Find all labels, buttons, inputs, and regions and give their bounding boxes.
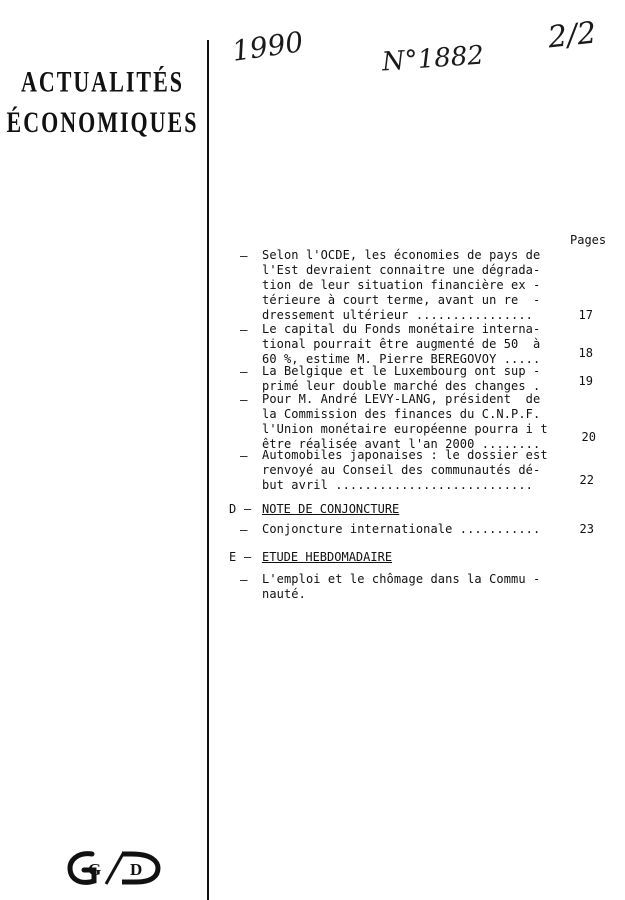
masthead-line2: ÉCONOMIQUES xyxy=(6,105,199,139)
text-line: but avril ........................... xyxy=(262,478,534,492)
page-number: 22 xyxy=(579,473,594,487)
page-number: 18 xyxy=(578,346,593,360)
section-letter: D xyxy=(229,502,237,516)
text-line: L'emploi et le chômage dans la Commu - xyxy=(262,572,541,586)
section-dash: – xyxy=(244,502,252,516)
handwritten-number: N°1882 xyxy=(381,40,485,78)
page-number: 20 xyxy=(581,430,596,444)
text-line: l'Est devraient connaitre une dégrada- xyxy=(262,263,541,277)
text-line: dressement ultérieur ................ xyxy=(262,308,534,322)
masthead-line1: ACTUALITÉS xyxy=(20,64,185,99)
svg-text:D: D xyxy=(130,860,143,879)
toc-item-text xyxy=(262,392,548,452)
handwritten-year: 1990 xyxy=(230,25,306,68)
text-line: être réalisée avant l'an 2000 ........ xyxy=(262,437,541,451)
text-line: térieure à court terme, avant un re - xyxy=(262,293,541,307)
gd-logo xyxy=(66,848,162,888)
bullet-dash: – xyxy=(240,448,248,463)
bullet-dash: – xyxy=(240,522,248,537)
bullet-dash: – xyxy=(240,322,248,337)
text-line: Pour M. André LEVY-LANG, président de xyxy=(262,392,541,406)
page-number: 17 xyxy=(578,308,593,322)
text-line: Le capital du Fonds monétaire interna- xyxy=(262,322,541,336)
text-line: la Commission des finances du C.N.P.F. xyxy=(262,407,541,421)
text-line: tional pourrait être augmenté de 50 à xyxy=(262,337,541,351)
toc-item-text xyxy=(262,364,541,394)
svg-text:G: G xyxy=(88,860,102,879)
page-number: 19 xyxy=(578,374,593,388)
text-line: Automobiles japonaises : le dossier est xyxy=(262,448,548,462)
text-line: Conjoncture internationale ........... xyxy=(262,522,541,536)
text-line: nauté. xyxy=(262,587,306,601)
text-line: 60 %, estime M. Pierre BEREGOVOY ..... xyxy=(262,352,541,366)
toc-item-text xyxy=(262,448,548,493)
section-dash: – xyxy=(244,550,252,564)
text-line: primé leur double marché des changes . xyxy=(262,379,541,393)
bullet-dash: – xyxy=(240,364,248,379)
masthead xyxy=(0,62,205,143)
text-line: tion de leur situation financière ex - xyxy=(262,278,541,292)
vertical-divider xyxy=(207,40,209,900)
handwritten-page: 2/2 xyxy=(546,15,598,56)
bullet-dash: – xyxy=(240,392,248,407)
toc-item-text xyxy=(262,572,541,602)
toc-item-text xyxy=(262,522,541,537)
bullet-dash: – xyxy=(240,248,248,263)
text-line: La Belgique et le Luxembourg ont sup - xyxy=(262,364,541,378)
page-number: 23 xyxy=(579,522,594,536)
section-title: NOTE DE CONJONCTURE xyxy=(262,502,400,516)
bullet-dash: – xyxy=(240,572,248,587)
section-title: ETUDE HEBDOMADAIRE xyxy=(262,550,393,564)
toc-item-text xyxy=(262,248,541,323)
text-line: renvoyé au Conseil des communautés dé- xyxy=(262,463,541,477)
pages-header: Pages xyxy=(570,233,607,247)
text-line: l'Union monétaire européenne pourra i t xyxy=(262,422,548,436)
toc-item-text xyxy=(262,322,541,367)
section-letter: E xyxy=(229,550,237,564)
text-line: Selon l'OCDE, les économies de pays de xyxy=(262,248,541,262)
